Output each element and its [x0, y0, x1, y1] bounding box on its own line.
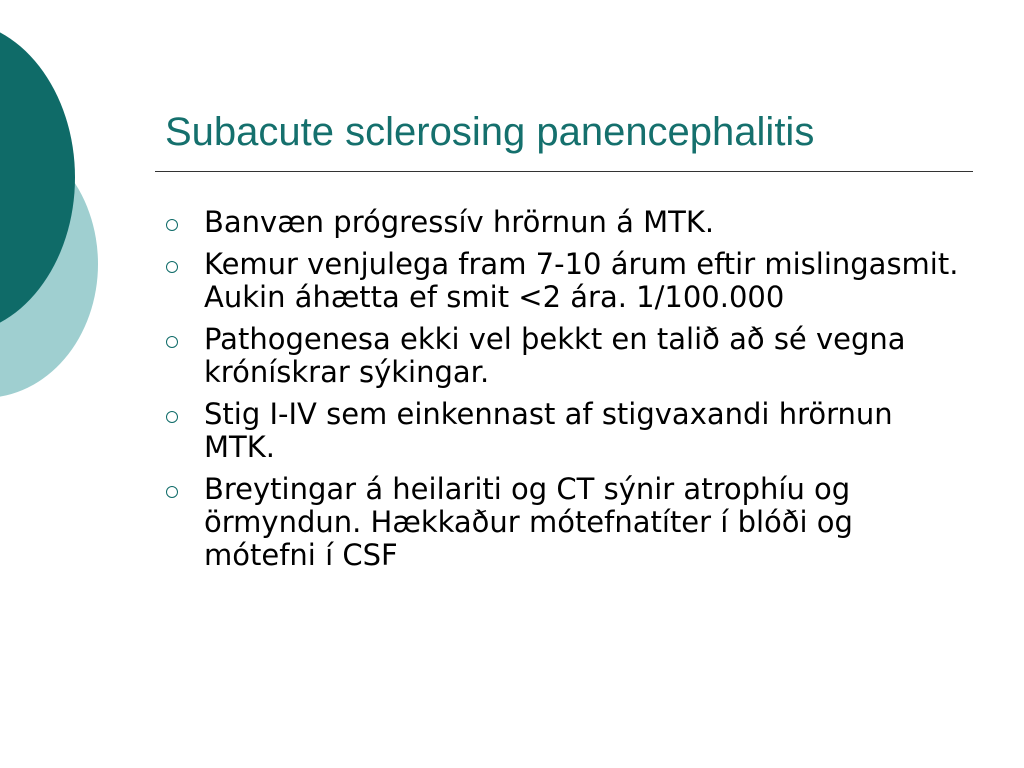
bullet-item: [160, 323, 960, 389]
hollow-circle-bullet-icon: [166, 411, 178, 423]
bullet-list: [160, 206, 960, 581]
bullet-text: Breytingar á heilariti og CT sýnir atrophíu og örmyndun. Hækkaður mótefnatíter í blóði og mótefni í CSF: [204, 472, 853, 572]
bullet-text: Pathogenesa ekki vel þekkt en talið að sé vegna krónískrar sýkingar.: [204, 322, 906, 389]
bullet-item: [160, 398, 960, 464]
bullet-item: [160, 248, 960, 314]
bullet-item: [160, 206, 960, 239]
hollow-circle-bullet-icon: [166, 336, 178, 348]
title-divider: [155, 171, 973, 172]
slide-title: Subacute sclerosing panencephalitis: [165, 110, 815, 154]
bullet-text: Banvæn prógressív hrörnun á MTK.: [204, 205, 715, 239]
bullet-text: Kemur venjulega fram 7-10 árum eftir mislingasmit. Aukin áhætta ef smit <2 ára. 1/100.000: [204, 247, 959, 314]
bullet-item: [160, 473, 960, 572]
hollow-circle-bullet-icon: [166, 486, 178, 498]
hollow-circle-bullet-icon: [166, 261, 178, 273]
hollow-circle-bullet-icon: [166, 219, 178, 231]
bullet-text: Stig I-IV sem einkennast af stigvaxandi hrörnun MTK.: [204, 397, 893, 464]
